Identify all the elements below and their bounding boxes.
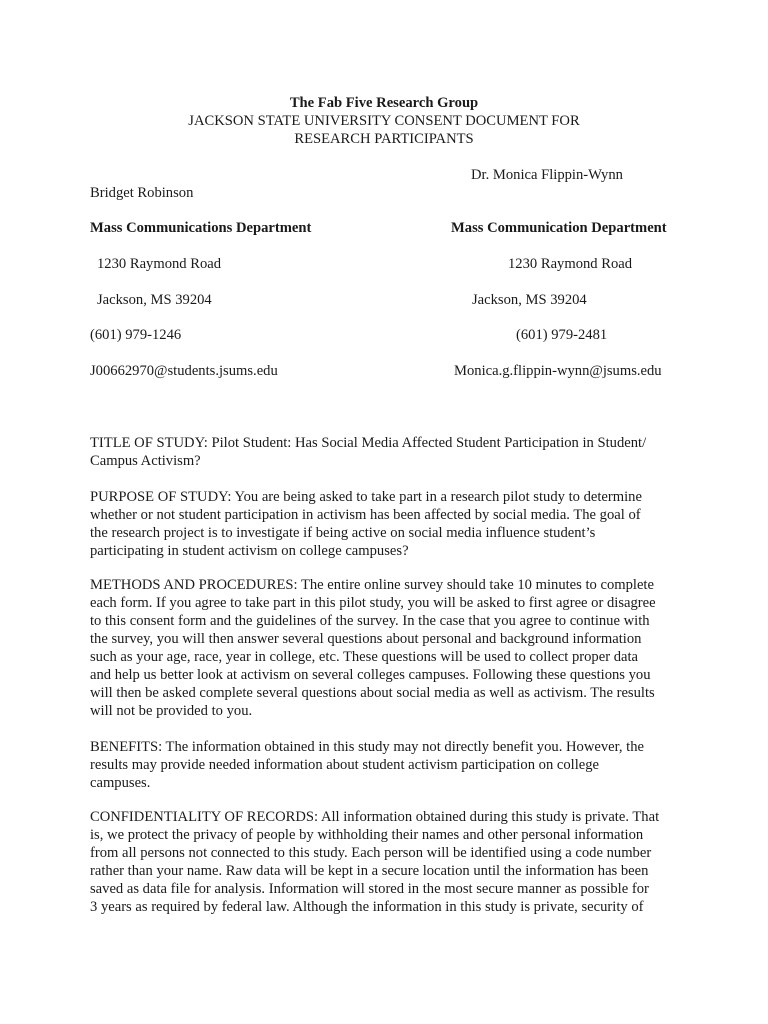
paragraph-line: to this consent form and the guidelines of the survey. In the case that you agree to continue with bbox=[90, 613, 650, 629]
paragraph-line: 3 years as required by federal law. Although the information in this study is private, security of bbox=[90, 899, 644, 915]
left-contact-name: Bridget Robinson bbox=[90, 185, 194, 201]
right-contact-phone: (601) 979-2481 bbox=[516, 327, 608, 343]
right-contact-city: Jackson, MS 39204 bbox=[472, 292, 587, 308]
document-title-line2: RESEARCH PARTICIPANTS bbox=[294, 131, 474, 147]
right-contact-department: Mass Communication Department bbox=[451, 220, 667, 236]
paragraph-line: campuses. bbox=[90, 775, 151, 791]
paragraph-line: rather than your name. Raw data will be kept in a secure location until the information has been bbox=[90, 863, 649, 879]
methods-paragraph bbox=[90, 576, 680, 720]
benefits-paragraph bbox=[90, 738, 680, 792]
left-contact-phone: (601) 979-1246 bbox=[90, 327, 182, 343]
paragraph-line: whether or not student participation in activism has been affected by social media. The goal of bbox=[90, 507, 641, 523]
paragraph-line: Campus Activism? bbox=[90, 453, 201, 469]
left-contact-department: Mass Communications Department bbox=[90, 220, 312, 236]
document-title-line1: JACKSON STATE UNIVERSITY CONSENT DOCUMENT FOR bbox=[188, 113, 580, 129]
paragraph-line: from all persons not connected to this study. Each person will be identified using a code number bbox=[90, 845, 652, 861]
paragraph-line: CONFIDENTIALITY OF RECORDS: All information obtained during this study is private. That bbox=[90, 809, 660, 825]
group-name: The Fab Five Research Group bbox=[289, 95, 479, 111]
paragraph-line: each form. If you agree to take part in this pilot study, you will be asked to first agree or disagree bbox=[90, 595, 656, 611]
confidentiality-paragraph bbox=[90, 808, 680, 916]
paragraph-line: results may provide needed information about student activism participation on college bbox=[90, 757, 600, 773]
paragraph-line: will then be asked complete several questions about social media as well as activism. The results bbox=[90, 685, 655, 701]
paragraph-line: is, we protect the privacy of people by withholding their names and other personal information bbox=[90, 827, 644, 843]
paragraph-line: the survey, you will then answer several questions about personal and background information bbox=[90, 631, 642, 647]
paragraph-line: PURPOSE OF STUDY: You are being asked to take part in a research pilot study to determine bbox=[90, 489, 642, 505]
left-contact-city: Jackson, MS 39204 bbox=[97, 292, 212, 308]
left-contact-email: J00662970@students.jsums.edu bbox=[90, 363, 278, 379]
purpose-paragraph bbox=[90, 488, 680, 560]
paragraph-line: such as your age, race, year in college, etc. These questions will be used to collect proper data bbox=[90, 649, 639, 665]
right-contact-email: Monica.g.flippin-wynn@jsums.edu bbox=[454, 363, 662, 379]
paragraph-line: BENEFITS: The information obtained in this study may not directly benefit you. However, the bbox=[90, 739, 645, 755]
right-contact-address: 1230 Raymond Road bbox=[508, 256, 633, 272]
paragraph-line: saved as data file for analysis. Information will stored in the most secure manner as possible for bbox=[90, 881, 649, 897]
paragraph-line: participating in student activism on college campuses? bbox=[90, 543, 409, 559]
title-of-study-paragraph bbox=[90, 434, 680, 470]
left-contact-address: 1230 Raymond Road bbox=[97, 256, 222, 272]
paragraph-line: METHODS AND PROCEDURES: The entire online survey should take 10 minutes to complete bbox=[90, 577, 654, 593]
paragraph-line: TITLE OF STUDY: Pilot Student: Has Social Media Affected Student Participation in Student/ bbox=[90, 435, 647, 451]
right-contact-name: Dr. Monica Flippin-Wynn bbox=[471, 167, 623, 183]
paragraph-line: will not be provided to you. bbox=[90, 703, 253, 719]
paragraph-line: and help us better look at activism on several colleges campuses. Following these questions you bbox=[90, 667, 651, 683]
paragraph-line: the research project is to investigate if being active on social media influence student’s bbox=[90, 525, 596, 541]
